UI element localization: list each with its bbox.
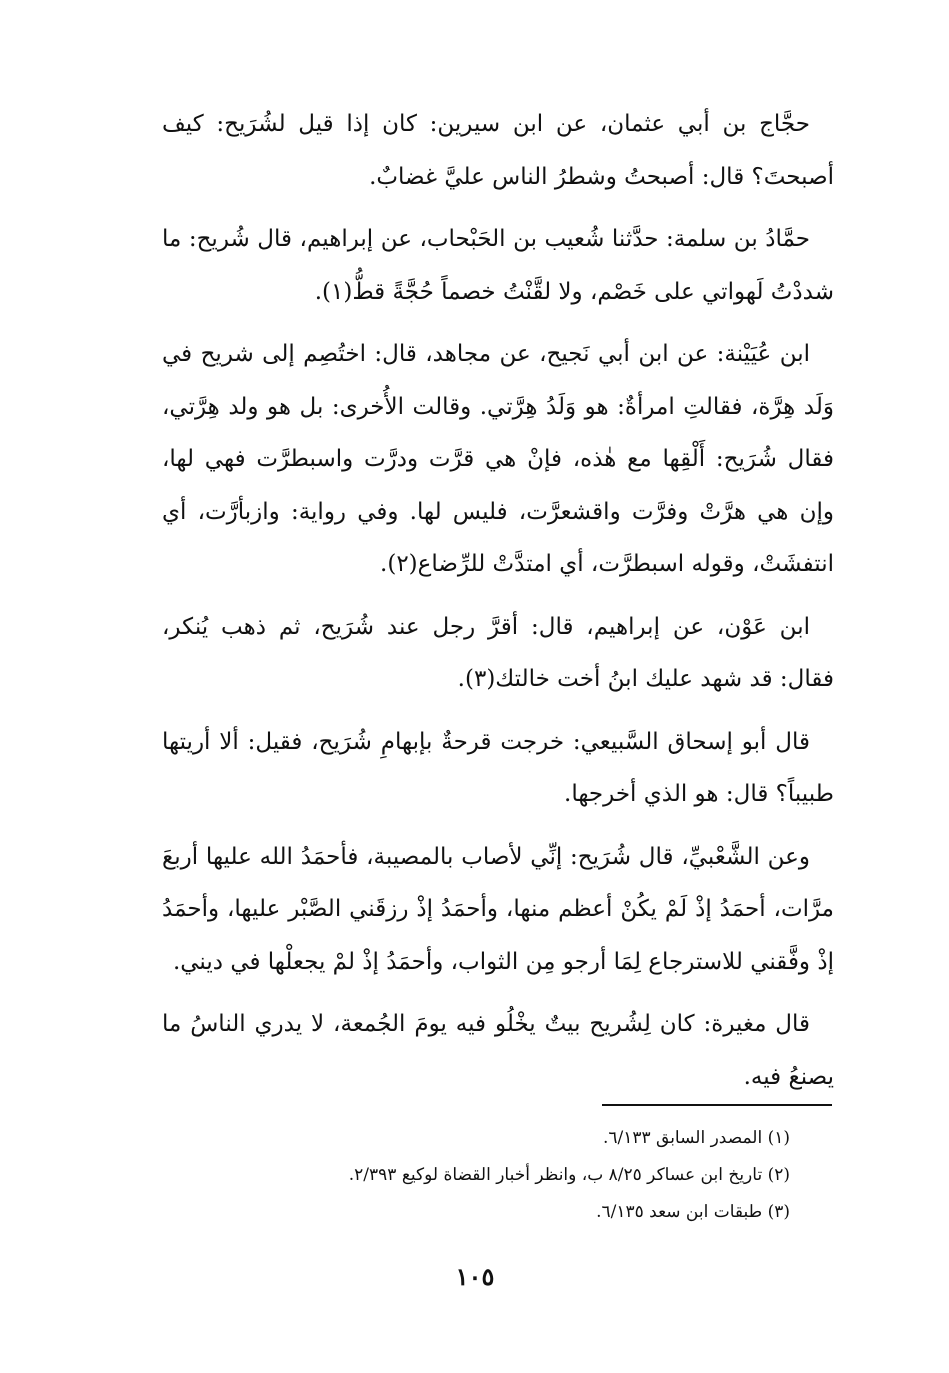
page-number: ١٠٥ [455, 1262, 495, 1291]
footnote-separator [602, 1104, 832, 1106]
footnotes [300, 1120, 790, 1231]
footnote-1: (١) المصدر السابق ٦/١٣٣. [602, 1128, 790, 1148]
paragraph-7: قال مغيرة: كان لِشُريح بيتٌ يخْلُو فيه يومَ الجُمعة، لا يدري الناسُ ما يصنعُ فيه. [162, 1011, 834, 1090]
main-text [162, 98, 834, 1113]
paragraph-6: وعن الشَّعْبيِّ، قال شُرَيح: إنِّي لأصاب بالمصيبة، فأحمَدُ الله عليها أربعَ مرَّات، أحمَدُ إذْ لَمْ يكُنْ أعظم منها، وأحمَدُ إذْ رزقَني الصَّبْر عليها، وأحمَدُ إذْ وفَّقني للاسترجاع لِمَا أرجو مِن الثواب، وأحمَدُ إذْ لمْ يجعلْها في ديني. [162, 843, 834, 975]
footnote-3: (٣) طبقات ابن سعد ٦/١٣٥. [596, 1202, 790, 1222]
paragraph-2: حمَّادُ بن سلمة: حدَّثنا شُعيب بن الحَبْحاب، عن إبراهيم، قال شُريح: ما شددْتُ لَهواتي على خَصْم، ولا لقَّنْتُ خصماً حُجَّةً قطُّ(١). [162, 226, 834, 305]
paragraph-4: ابن عَوْن، عن إبراهيم، قال: أقرَّ رجل عند شُرَيح، ثم ذهب يُنكر، فقال: قد شهد عليك ابنُ أخت خالتك(٣). [162, 613, 834, 692]
paragraph-3: ابن عُيَيْنة: عن ابن أبي نَجيح، عن مجاهد، قال: اختُصِم إلى شريح في وَلَد هِرَّة، فقالتِ امرأةٌ: هو وَلَدُ هِرَّتي. وقالت الأُخرى: بل هو ولد هِرَّتي، فقال شُرَيح: أَلْقِها مع هٰذه، فإنْ هي قرَّت ودرَّت واسبطرَّت فهي لها، وإن هي هرَّتْ وفرَّت واقشعرَّت، فليس لها. وفي رواية: وازبأرَّت، أي انتفشَتْ، وقوله اسبطرَّت، أي امتدَّتْ للرِّضاع(٢). [162, 341, 834, 577]
paragraph-1: حجَّاج بن أبي عثمان، عن ابن سيرين: كان إذا قيل لشُرَيح: كيف أصبحتَ؟ قال: أصبحتُ وشطرُ الناس عليَّ غضابٌ. [162, 111, 834, 190]
paragraph-5: قال أبو إسحاق السَّبيعي: خرجت قرحةٌ بإبهامِ شُرَيح، فقيل: ألا أريتها طبيباً؟ قال: هو الذي أخرجها. [162, 728, 834, 807]
footnote-2: (٢) تاريخ ابن عساكر ٨/٢٥ ب، وانظر أخبار القضاة لوكيع ٢/٣٩٣. [348, 1165, 790, 1185]
